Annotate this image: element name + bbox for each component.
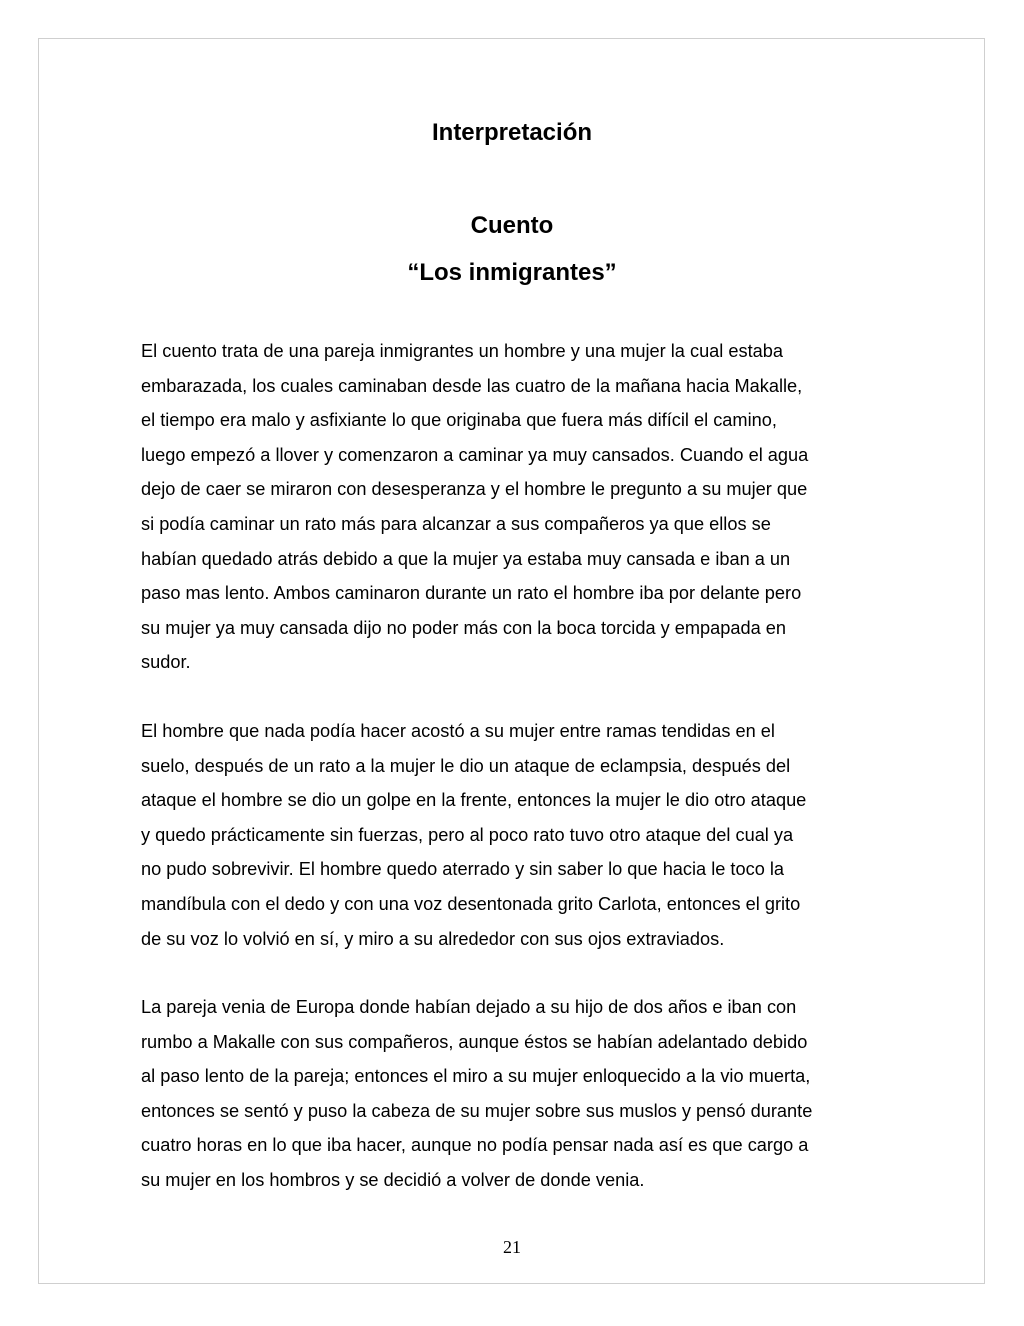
paragraph-2 [141, 714, 901, 956]
paragraph-line: ataque el hombre se dio un golpe en la frente, entonces la mujer le dio otro ataque [141, 790, 807, 811]
paragraph-line: habían quedado atrás debido a que la mujer ya estaba muy cansada e iban a un [141, 548, 791, 569]
paragraph-line: embarazada, los cuales caminaban desde las cuatro de la mañana hacia Makalle, [141, 375, 803, 396]
paragraph-line: cuatro horas en lo que iba hacer, aunque no podía pensar nada así es que cargo a [141, 1135, 809, 1156]
paragraph-line: luego empezó a llover y comenzaron a caminar ya muy cansados. Cuando el agua [141, 444, 809, 465]
paragraph-line: y quedo prácticamente sin fuerzas, pero al poco rato tuvo otro ataque del cual ya [141, 824, 794, 845]
paragraph-line: dejo de caer se miraron con desesperanza y el hombre le pregunto a su mujer que [141, 479, 808, 500]
paragraph-line: El cuento trata de una pareja inmigrantes un hombre y una mujer la cual estaba [141, 341, 783, 361]
paragraph-line: mandíbula con el dedo y con una voz desentonada grito Carlota, entonces el grito [141, 893, 801, 914]
section-label: Cuento [470, 212, 554, 239]
paragraph-line: el tiempo era malo y asfixiante lo que originaba que fuera más difícil el camino, [141, 410, 777, 431]
paragraph-line: La pareja venia de Europa donde habían dejado a su hijo de dos años e iban con [141, 997, 797, 1017]
paragraph-line: suelo, después de un rato a la mujer le dio un ataque de eclampsia, después del [141, 755, 791, 776]
paragraph-3 [141, 990, 901, 1198]
paragraph-line: su mujer ya muy cansada dijo no poder más con la boca torcida y empapada en [141, 617, 787, 638]
paragraph-line: su mujer en los hombros y se decidió a volver de donde venia. [141, 1169, 645, 1190]
paragraph-line: rumbo a Makalle con sus compañeros, aunque éstos se habían adelantado debido [141, 1031, 808, 1052]
story-title: “Los inmigrantes” [407, 259, 617, 286]
paragraph-line: al paso lento de la pareja; entonces el miro a su mujer enloquecido a la vio muerta, [141, 1066, 811, 1087]
paragraph-line: si podía caminar un rato más para alcanzar a sus compañeros ya que ellos se [141, 513, 771, 534]
page-title: Interpretación [431, 119, 593, 146]
paragraph-line: no pudo sobrevivir. El hombre quedo aterrado y sin saber lo que hacia le toco la [141, 859, 785, 880]
paragraph-line: de su voz lo volvió en sí, y miro a su alrededor con sus ojos extraviados. [141, 928, 725, 949]
page-number: 21 [503, 1237, 521, 1257]
paragraph-1 [141, 334, 901, 680]
paragraph-line: entonces se sentó y puso la cabeza de su mujer sobre sus muslos y pensó durante [141, 1100, 813, 1121]
paragraph-line: El hombre que nada podía hacer acostó a su mujer entre ramas tendidas en el [141, 721, 775, 741]
paragraph-line: sudor. [141, 652, 191, 673]
paragraph-line: paso mas lento. Ambos caminaron durante un rato el hombre iba por delante pero [141, 583, 802, 604]
